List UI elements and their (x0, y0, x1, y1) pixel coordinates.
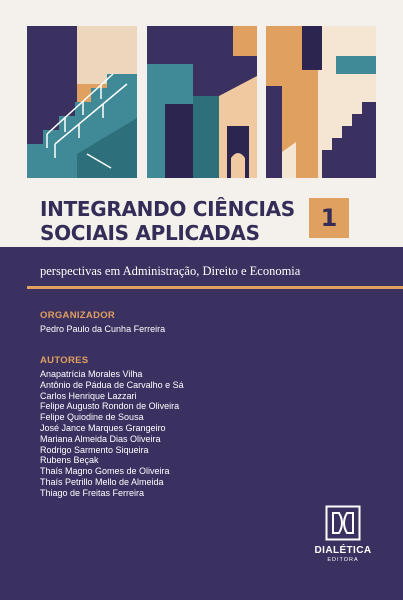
authors-list (40, 369, 184, 499)
building-illustration-graphic (147, 26, 257, 178)
author-name: Mariana Almeida Dias Oliveira (40, 433, 161, 444)
staircase-illustration (27, 26, 137, 178)
author-name: Thaís Magno Gomes de Oliveira (40, 466, 170, 477)
author-name: Rubens Beçak (40, 455, 99, 466)
accent-divider (27, 286, 403, 289)
organizer-name: Pedro Paulo da Cunha Ferreira (40, 324, 166, 334)
staircase-illustration-graphic (27, 26, 137, 178)
title-line-1: INTEGRANDO CIÊNCIAS (40, 197, 295, 221)
volume-badge: 1 (309, 198, 349, 238)
stairs-tower-illustration-graphic (266, 26, 376, 178)
dialetica-logo-icon (325, 505, 361, 541)
author-name: Felipe Quiodine de Sousa (40, 412, 144, 423)
author-name: Carlos Henrique Lazzari (40, 390, 137, 401)
author-name: Felipe Augusto Rondon de Oliveira (40, 401, 180, 412)
stairs-tower-illustration (266, 26, 376, 178)
author-name: José Jance Marques Grangeiro (40, 422, 166, 433)
organizer-label: ORGANIZADOR (40, 310, 116, 321)
building-illustration (147, 26, 257, 178)
publisher-name: DIALÉTICA (314, 545, 372, 556)
author-name: Rodrigo Sarmento Siqueira (40, 444, 149, 455)
publisher-subtitle: EDITORA (327, 557, 359, 563)
book-title (40, 197, 340, 245)
publisher-logo (305, 505, 381, 564)
title-line-2: SOCIAIS APLICADAS (40, 221, 260, 245)
author-name: Antônio de Pádua de Carvalho e Sá (40, 379, 184, 390)
book-subtitle: perspectivas em Administração, Direito e Economia (40, 264, 301, 278)
author-name: Thiago de Freitas Ferreira (40, 487, 145, 498)
author-name: Anapatrícia Morales Vilha (40, 369, 143, 379)
author-name: Thaís Petrillo Mello de Almeida (40, 476, 164, 487)
authors-label: AUTORES (40, 355, 89, 366)
